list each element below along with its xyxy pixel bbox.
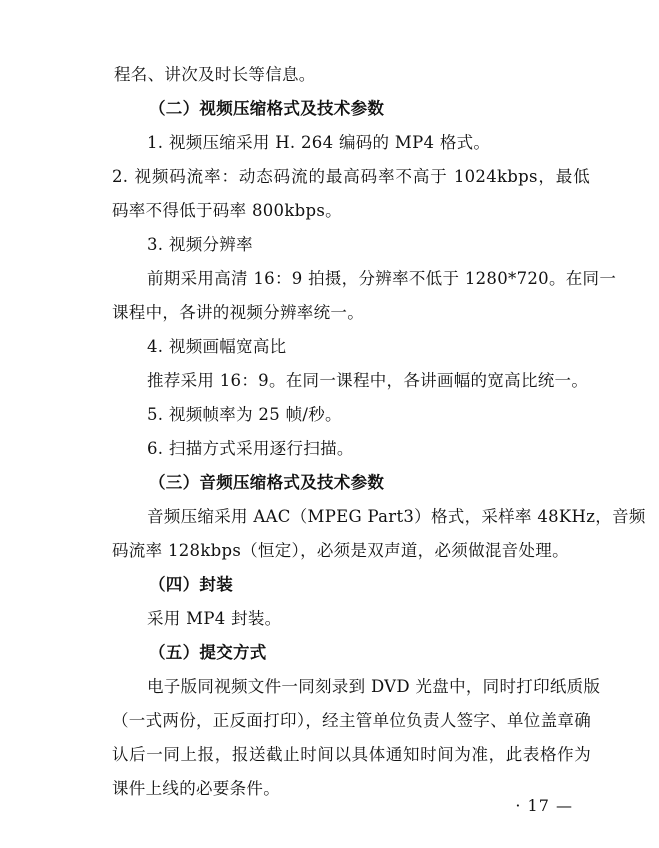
text-line-14: 音频压缩采用 AAC（MPEG Part3）格式，采样率 48KHz，音频 (147, 507, 646, 526)
text-line-12: 6. 扫描方式采用逐行扫描。 (147, 439, 354, 458)
text-line-19: 电子版同视频文件一同刻录到 DVD 光盘中，同时打印纸质版 (147, 677, 601, 696)
page-number: · 17 — (515, 796, 573, 815)
text-line-5: 码率不得低于码率 800kbps。 (112, 201, 342, 220)
text-line-4: 2. 视频码流率：动态码流的最高码率不高于 1024kbps，最低 (112, 167, 590, 186)
section-heading-5: （五）提交方式 (149, 643, 267, 662)
text-line-3: 1. 视频压缩采用 H. 264 编码的 MP4 格式。 (147, 133, 491, 152)
text-line-20: （一式两份，正反面打印），经主管单位负责人签字、单位盖章确 (112, 711, 591, 730)
text-line-9: 4. 视频画幅宽高比 (147, 337, 287, 356)
text-line-22: 课件上线的必要条件。 (112, 779, 280, 798)
section-heading-4: （四）封装 (149, 575, 233, 594)
text-line-15: 码流率 128kbps（恒定），必须是双声道，必须做混音处理。 (112, 541, 569, 560)
section-heading-3: （三）音频压缩格式及技术参数 (149, 473, 385, 492)
text-line-6: 3. 视频分辨率 (147, 235, 253, 254)
text-line-10: 推荐采用 16：9。在同一课程中，各讲画幅的宽高比统一。 (147, 371, 589, 390)
section-heading-2: （二）视频压缩格式及技术参数 (149, 99, 385, 118)
text-line-8: 课程中，各讲的视频分辨率统一。 (112, 303, 364, 322)
text-line-21: 认后一同上报，报送截止时间以具体通知时间为准，此表格作为 (112, 745, 591, 764)
text-line-7: 前期采用高清 16：9 拍摄，分辨率不低于 1280*720。在同一 (147, 269, 617, 288)
text-line-17: 采用 MP4 封装。 (147, 609, 282, 628)
text-line-1: 程名、讲次及时长等信息。 (114, 65, 316, 84)
text-line-11: 5. 视频帧率为 25 帧/秒。 (147, 405, 342, 424)
